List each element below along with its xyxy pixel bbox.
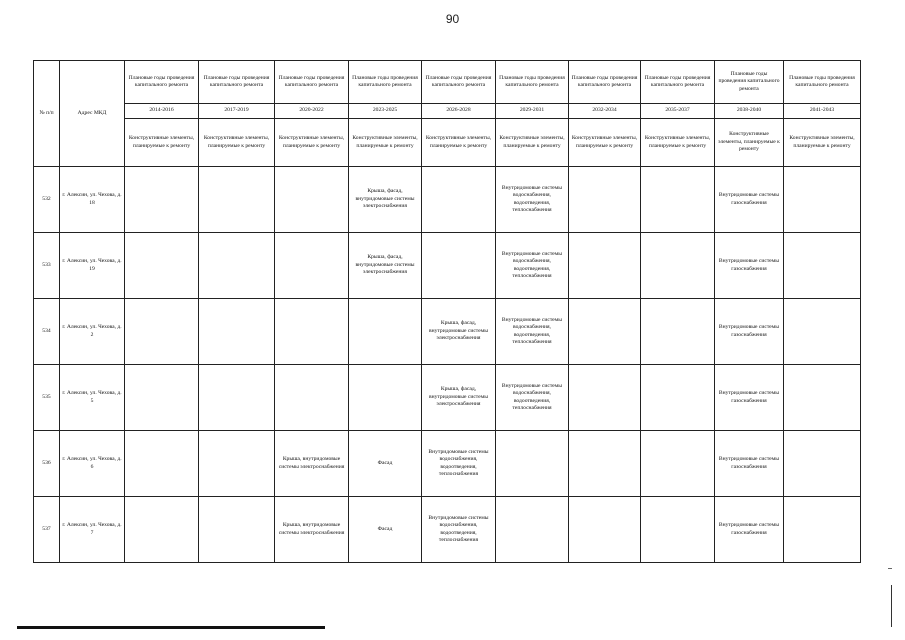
elements-header: Конструктивные элементы, планируемые к ремонту: [125, 119, 199, 167]
row-number: 535: [34, 365, 60, 431]
repair-cell: [641, 167, 715, 233]
header-row-plan: [34, 61, 861, 104]
repair-cell: [199, 299, 275, 365]
year-range-header: 2014-2016: [125, 104, 199, 119]
column-header-plan: Плановые годы проведения капитального ремонта: [199, 61, 275, 104]
repair-cell: [784, 431, 861, 497]
elements-header: Конструктивные элементы, планируемые к ремонту: [349, 119, 422, 167]
elements-header: Конструктивные элементы, планируемые к ремонту: [569, 119, 641, 167]
repair-cell: [275, 365, 349, 431]
year-range-header: 2020-2022: [275, 104, 349, 119]
repair-cell: [569, 365, 641, 431]
repair-cell: [275, 233, 349, 299]
repair-cell: [125, 431, 199, 497]
repair-cell: [125, 365, 199, 431]
repair-cell: [784, 365, 861, 431]
repair-cell: Внутридомовые системы газоснабжения: [715, 299, 784, 365]
elements-header: Конструктивные элементы, планируемые к ремонту: [275, 119, 349, 167]
repair-cell: Внутридомовые системы водоснабжения, водоотведения, теплоснабжения: [496, 365, 569, 431]
repair-cell: [569, 233, 641, 299]
repair-cell: Фасад: [349, 497, 422, 563]
repair-cell: [784, 167, 861, 233]
repair-cell: [641, 431, 715, 497]
column-header-plan: Плановые годы проведения капитального ремонта: [641, 61, 715, 104]
row-address: г. Алексин, ул. Чехова, д. 18: [60, 167, 125, 233]
row-address: г. Алексин, ул. Чехова, д. 19: [60, 233, 125, 299]
repair-cell: Крыша, внутридомовые системы электроснабжения: [275, 431, 349, 497]
repair-cell: Крыша, фасад, внутридомовые системы электроснабжения: [422, 365, 496, 431]
table-body: [34, 167, 861, 563]
elements-header: Конструктивные элементы, планируемые к ремонту: [784, 119, 861, 167]
repair-cell: [422, 167, 496, 233]
year-range-header: 2038-2040: [715, 104, 784, 119]
repair-cell: [641, 365, 715, 431]
elements-header: Конструктивные элементы, планируемые к ремонту: [422, 119, 496, 167]
elements-header: Конструктивные элементы, планируемые к ремонту: [496, 119, 569, 167]
row-address: г. Алексин, ул. Чехова, д. 2: [60, 299, 125, 365]
elements-header: Конструктивные элементы, планируемые к ремонту: [641, 119, 715, 167]
repair-cell: [784, 299, 861, 365]
column-header-address: Адрес МКД: [60, 61, 125, 167]
repair-cell: [349, 299, 422, 365]
row-number: 534: [34, 299, 60, 365]
page-number: 90: [445, 12, 460, 26]
year-range-header: 2026-2028: [422, 104, 496, 119]
table-row: [34, 299, 861, 365]
row-number: 537: [34, 497, 60, 563]
column-header-plan: Плановые годы проведения капитального ремонта: [569, 61, 641, 104]
table-row: [34, 497, 861, 563]
repair-cell: Внутридомовые системы газоснабжения: [715, 167, 784, 233]
repair-cell: [641, 299, 715, 365]
repair-cell: Внутридомовые системы газоснабжения: [715, 365, 784, 431]
year-range-header: 2029-2031: [496, 104, 569, 119]
repair-cell: Крыша, фасад, внутридомовые системы электроснабжения: [349, 233, 422, 299]
column-header-plan: Плановые годы проведения капитального ремонта: [422, 61, 496, 104]
repair-cell: [496, 497, 569, 563]
repair-cell: [125, 299, 199, 365]
year-range-header: 2032-2034: [569, 104, 641, 119]
row-number: 532: [34, 167, 60, 233]
column-header-number: № п/п: [34, 61, 60, 167]
repair-cell: Внутридомовые системы водоснабжения, водоотведения, теплоснабжения: [496, 299, 569, 365]
repair-cell: [199, 233, 275, 299]
repair-cell: Внутридомовые системы газоснабжения: [715, 233, 784, 299]
capital-repair-table: [33, 60, 861, 563]
row-number: 533: [34, 233, 60, 299]
column-header-plan: Плановые годы проведения капитального ремонта: [349, 61, 422, 104]
repair-cell: [125, 167, 199, 233]
repair-cell: Внутридомовые системы водоснабжения, водоотведения, теплоснабжения: [496, 167, 569, 233]
table-row: [34, 167, 861, 233]
year-range-header: 2017-2019: [199, 104, 275, 119]
year-range-header: 2041-2043: [784, 104, 861, 119]
repair-cell: [569, 299, 641, 365]
header-row-elements: [34, 119, 861, 167]
repair-cell: [784, 497, 861, 563]
repair-cell: Внутридомовые системы водоснабжения, водоотведения, теплоснабжения: [496, 233, 569, 299]
repair-cell: Внутридомовые системы газоснабжения: [715, 431, 784, 497]
row-address: г. Алексин, ул. Чехова, д. 6: [60, 431, 125, 497]
repair-cell: [199, 497, 275, 563]
repair-cell: [422, 233, 496, 299]
repair-cell: Внутридомовые системы водоснабжения, водоотведения, теплоснабжения: [422, 497, 496, 563]
scan-artifact-bar: [17, 626, 325, 629]
repair-cell: [569, 431, 641, 497]
repair-cell: Крыша, фасад, внутридомовые системы электроснабжения: [422, 299, 496, 365]
repair-cell: Внутридомовые системы водоснабжения, водоотведения, теплоснабжения: [422, 431, 496, 497]
repair-cell: [125, 233, 199, 299]
repair-cell: [569, 497, 641, 563]
header-row-years: [34, 104, 861, 119]
repair-cell: Крыша, внутридомовые системы электроснабжения: [275, 497, 349, 563]
repair-cell: [275, 167, 349, 233]
column-header-plan: Плановые годы проведения капитального ремонта: [275, 61, 349, 104]
table-row: [34, 431, 861, 497]
elements-header: Конструктивные элементы, планируемые к ремонту: [199, 119, 275, 167]
repair-cell: [496, 431, 569, 497]
repair-cell: [784, 233, 861, 299]
repair-cell: Внутридомовые системы газоснабжения: [715, 497, 784, 563]
row-number: 536: [34, 431, 60, 497]
repair-cell: [199, 167, 275, 233]
scan-artifact-edge: [891, 585, 892, 627]
repair-cell: [125, 497, 199, 563]
elements-header: Конструктивные элементы, планируемые к ремонту: [715, 119, 784, 167]
column-header-plan: Плановые годы проведения капитального ремонта: [496, 61, 569, 104]
repair-cell: [641, 233, 715, 299]
table-row: [34, 365, 861, 431]
year-range-header: 2023-2025: [349, 104, 422, 119]
repair-cell: [275, 299, 349, 365]
repair-cell: Фасад: [349, 431, 422, 497]
repair-cell: Крыша, фасад, внутридомовые системы электроснабжения: [349, 167, 422, 233]
repair-cell: [569, 167, 641, 233]
year-range-header: 2035-2037: [641, 104, 715, 119]
column-header-plan: Плановые годы проведения капитального ремонта: [784, 61, 861, 104]
row-address: г. Алексин, ул. Чехова, д. 7: [60, 497, 125, 563]
scan-artifact-dot: [888, 568, 892, 569]
repair-cell: [641, 497, 715, 563]
row-address: г. Алексин, ул. Чехова, д. 5: [60, 365, 125, 431]
column-header-plan: Плановые годы проведения капитального ремонта: [715, 61, 784, 104]
repair-cell: [349, 365, 422, 431]
repair-cell: [199, 365, 275, 431]
repair-cell: [199, 431, 275, 497]
column-header-plan: Плановые годы проведения капитального ремонта: [125, 61, 199, 104]
table-row: [34, 233, 861, 299]
